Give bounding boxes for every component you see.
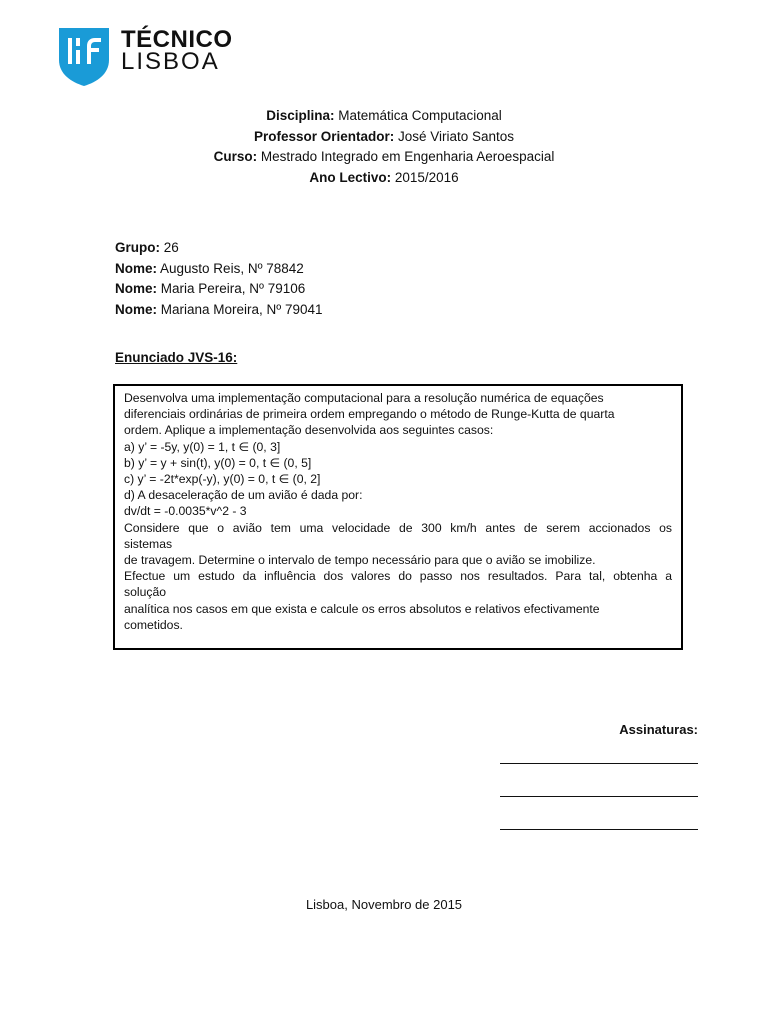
course-header bbox=[0, 106, 768, 188]
enunciado-line: Considere que o avião tem uma velocidade de 300 km/h antes de serem accionados os bbox=[124, 520, 672, 535]
enunciado-line: dv/dt = -0.0035*v^2 - 3 bbox=[124, 504, 247, 519]
group-number: Grupo: 26 bbox=[115, 240, 179, 255]
member-name: Nome: Maria Pereira, Nº 79106 bbox=[115, 281, 306, 296]
place-date: Lisboa, Novembro de 2015 bbox=[305, 897, 463, 912]
enunciado-box bbox=[113, 384, 683, 650]
enunciado-line: analítica nos casos em que exista e calcule os erros absolutos e relativos efectivamente bbox=[124, 601, 600, 616]
enunciado-line: cometidos. bbox=[124, 617, 183, 632]
header-line-course: Curso: Mestrado Integrado em Engenharia Aeroespacial bbox=[213, 149, 555, 164]
enunciado-line: c) y’ = -2t*exp(-y), y(0) = 0, t ∈ (0, 2] bbox=[124, 472, 321, 487]
enunciado-line: Efectue um estudo da influência dos valores do passo nos resultados. Para tal, obtenha a bbox=[124, 569, 672, 584]
ist-shield-icon bbox=[57, 26, 111, 88]
enunciado-title: Enunciado JVS-16: bbox=[115, 350, 238, 365]
header-line-year: Ano Lectivo: 2015/2016 bbox=[309, 169, 459, 185]
group-info bbox=[115, 238, 323, 320]
member-name: Nome: Augusto Reis, Nº 78842 bbox=[115, 260, 304, 276]
enunciado-line: d) A desaceleração de um avião é dada por: bbox=[124, 488, 363, 503]
member-name: Nome: Mariana Moreira, Nº 79041 bbox=[115, 301, 323, 317]
header-line-advisor: Professor Orientador: José Viriato Santos bbox=[253, 128, 515, 144]
signature-line bbox=[500, 829, 698, 830]
signatures-title: Assinaturas: bbox=[619, 722, 698, 737]
enunciado-line: diferenciais ordinárias de primeira ordem empregando o método de Runge-Kutta de quarta bbox=[124, 407, 615, 422]
enunciado-line: solução bbox=[124, 585, 167, 600]
logo-line-2: LISBOA bbox=[121, 48, 220, 75]
enunciado-line: Desenvolva uma implementação computacional para a resolução numérica de equações bbox=[124, 391, 604, 405]
signature-line bbox=[500, 796, 698, 797]
signature-line bbox=[500, 763, 698, 764]
enunciado-line: b) y’ = y + sin(t), y(0) = 0, t ∈ (0, 5] bbox=[124, 455, 312, 470]
header-line-discipline: Disciplina: Matemática Computacional bbox=[266, 108, 502, 123]
ist-logo bbox=[57, 26, 233, 88]
enunciado-line: ordem. Aplique a implementação desenvolvida aos seguintes casos: bbox=[124, 423, 494, 438]
logo-line-1: TÉCNICO bbox=[121, 26, 233, 53]
enunciado-line: a) y’ = -5y, y(0) = 1, t ∈ (0, 3] bbox=[124, 439, 281, 454]
enunciado-line: de travagem. Determine o intervalo de tempo necessário para que o avião se imobilize. bbox=[124, 553, 596, 568]
signatures-block bbox=[500, 722, 698, 830]
enunciado-line: sistemas bbox=[124, 536, 173, 551]
